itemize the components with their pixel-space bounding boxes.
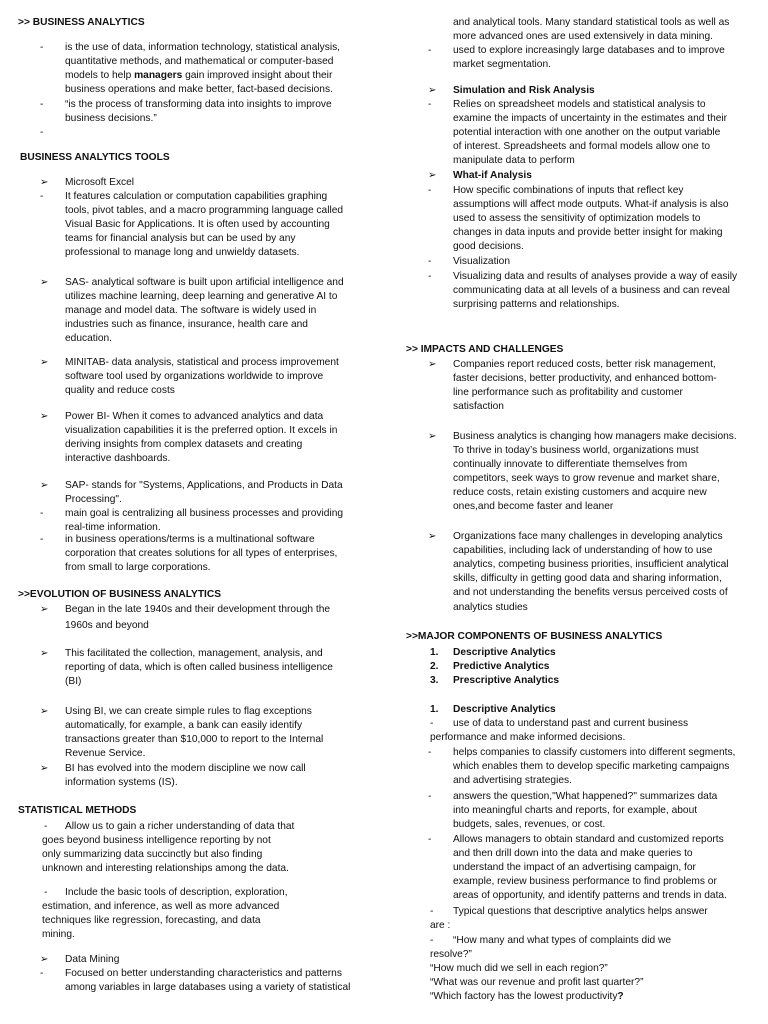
text-line: into meaningful charts and reports, for example, about [453, 805, 698, 816]
text-line: quality and reduce costs [65, 385, 175, 396]
text-line: good decisions. [453, 241, 524, 252]
text-line: in business operations/terms is a multinational software [65, 534, 315, 545]
text-line: more advanced ones are used extensively in data mining. [453, 31, 713, 42]
simulation-heading: Simulation and Risk Analysis [453, 85, 595, 96]
question-line: “What was our revenue and profit last quarter?” [430, 977, 644, 988]
text-line: corporation that creates solutions for all types of enterprises, [65, 548, 338, 559]
dash-marker: - [40, 42, 44, 53]
arrow-bullet-icon: ➢ [40, 480, 49, 491]
text-line: Began in the late 1940s and their development through the [65, 604, 331, 615]
text-line: changes in data inputs and provide better insight for making [453, 227, 723, 238]
text-line: Allow us to gain a richer understanding of data that [65, 821, 295, 832]
text-line: Allows managers to obtain standard and customized reports [453, 834, 724, 845]
text-line: This facilitated the collection, management, analysis, and [65, 648, 323, 659]
arrow-bullet-icon: ➢ [40, 648, 49, 659]
text-line: Visualizing data and results of analyses provide a way of easily [453, 271, 738, 282]
text-line: use of data to understand past and current business [453, 718, 689, 729]
text-line: BI has evolved into the modern discipline we now call [65, 763, 306, 774]
descriptive-heading: Descriptive Analytics [453, 704, 556, 715]
dash-marker: - [44, 821, 48, 832]
list-number: 1. [430, 704, 439, 715]
text-line: software tool used by organizations worldwide to improve [65, 371, 324, 382]
arrow-bullet-icon: ➢ [40, 277, 49, 288]
text-line: real-time information. [65, 522, 161, 533]
list-number: 2. [430, 661, 439, 672]
text-line: which enables them to develop specific marketing campaigns [453, 761, 730, 772]
text-line: SAS- analytical software is built upon artificial intelligence and [65, 277, 344, 288]
dash-marker: - [428, 271, 432, 282]
dash-marker: - [430, 935, 434, 946]
list-number: 1. [430, 647, 439, 658]
text-line: areas of opportunity, and identify patterns and trends in data. [453, 890, 727, 901]
what-if-heading: What-if Analysis [453, 170, 532, 181]
question-line: “How many and what types of complaints did we [453, 935, 672, 946]
dash-marker: - [428, 747, 432, 758]
text-line: faster decisions, better productivity, and enhanced bottom- [453, 373, 717, 384]
text-line: To thrive in today’s business world, organizations must [453, 445, 699, 456]
text-line: reduce costs, retain existing customers and acquire new [453, 487, 707, 498]
component-item: Descriptive Analytics [453, 647, 556, 658]
arrow-bullet-icon: ➢ [40, 706, 49, 717]
text-line: “is the process of transforming data into insights to improve [65, 99, 332, 110]
text-line: market segmentation. [453, 59, 551, 70]
dash-marker: - [430, 718, 434, 729]
arrow-bullet-icon: ➢ [40, 177, 49, 188]
text-line: professional to manage long and unwieldy datasets. [65, 247, 300, 258]
text-line: only summarizing data succinctly but also finding [42, 849, 263, 860]
component-item: Prescriptive Analytics [453, 675, 560, 686]
text-line: interactive dashboards. [65, 453, 171, 464]
text-fragment: “Which factory has the lowest productivity [430, 991, 618, 1002]
text-line: used to assess the sensitivity of optimization models to [453, 213, 701, 224]
dash-marker: - [40, 191, 44, 202]
text-line: understand the impact of an advertising campaign, for [453, 862, 696, 873]
dash-marker: - [428, 834, 432, 845]
text-line: tools, pivot tables, and a macro programming language called [65, 205, 344, 216]
text-line: analytics studies [453, 602, 528, 613]
text-line: How specific combinations of inputs that reflect key [453, 185, 684, 196]
text-line: reporting of data, which is often called business intelligence [65, 662, 333, 673]
text-line: Relies on spreadsheet models and statistical analysis to [453, 99, 706, 110]
text-line: Typical questions that descriptive analytics helps answer [453, 906, 708, 917]
text-fragment: models to help [65, 70, 132, 81]
text-line: SAP- stands for "Systems, Applications, and Products in Data [65, 480, 343, 491]
arrow-bullet-icon: ➢ [428, 531, 437, 542]
text-line: It features calculation or computation capabilities graphing [65, 191, 328, 202]
text-line: quantitative methods, and mathematical or computer-based [65, 56, 334, 67]
text-line: used to explore increasingly large databases and to improve [453, 45, 725, 56]
dash-marker: - [40, 127, 44, 138]
text-line: mining. [42, 929, 75, 940]
text-line: line performance such as profitability and customer [453, 387, 683, 398]
heading-business-analytics: >> BUSINESS ANALYTICS [18, 17, 145, 28]
text-line: (BI) [65, 676, 82, 687]
heading-evolution: >>EVOLUTION OF BUSINESS ANALYTICS [18, 589, 222, 600]
text-line: estimation, and inference, as well as more advanced [42, 901, 280, 912]
arrow-bullet-icon: ➢ [40, 604, 49, 615]
text-line: analytics, competing business priorities, insufficient analytical [453, 559, 729, 570]
dash-marker: - [40, 968, 44, 979]
text-line: is the use of data, information technology, statistical analysis, [65, 42, 341, 53]
text-line: answers the question,"What happened?" summarizes data [453, 791, 718, 802]
dash-marker: - [40, 534, 44, 545]
text-line: education. [65, 333, 113, 344]
text-line: and analytical tools. Many standard statistical tools as well as [453, 17, 730, 28]
tool-excel: Microsoft Excel [65, 177, 135, 188]
arrow-bullet-icon: ➢ [40, 954, 49, 965]
text-line: MINITAB- data analysis, statistical and process improvement [65, 357, 339, 368]
text-line: examine the impacts of uncertainty in the estimates and their [453, 113, 728, 124]
dash-marker: - [430, 906, 434, 917]
dash-marker: - [428, 99, 432, 110]
question-line: resolve?” [430, 949, 472, 960]
question-line: “How much did we sell in each region?” [430, 963, 608, 974]
question-mark: ? [617, 991, 624, 1002]
heading-major-components: >>MAJOR COMPONENTS OF BUSINESS ANALYTICS [406, 631, 663, 642]
arrow-bullet-icon: ➢ [428, 170, 437, 181]
text-line: deriving insights from complex datasets and creating [65, 439, 303, 450]
text-line: assumptions will affect mode outputs. What-if analysis is also [453, 199, 729, 210]
text-line: automatically, for example, a bank can easily identify [65, 720, 303, 731]
text-line: ones,and become faster and leaner [453, 501, 614, 512]
component-item: Predictive Analytics [453, 661, 550, 672]
text-line: satisfaction [453, 401, 504, 412]
question-line-last [430, 990, 624, 1004]
text-line: Power BI- When it comes to advanced analytics and data [65, 411, 324, 422]
text-line: Companies report reduced costs, better risk management, [453, 359, 716, 370]
arrow-bullet-icon: ➢ [40, 411, 49, 422]
text-line: and advertising strategies. [453, 775, 572, 786]
text-line: surprising patterns and relationships. [453, 299, 620, 310]
text-line: Business analytics is changing how managers make decisions. [453, 431, 737, 442]
text-line: Include the basic tools of description, exploration, [65, 887, 288, 898]
heading-statistical-methods: STATISTICAL METHODS [18, 805, 137, 816]
data-mining-label: Data Mining [65, 954, 120, 965]
dash-marker: - [40, 99, 44, 110]
arrow-bullet-icon: ➢ [40, 763, 49, 774]
text-line: from small to large corporations. [65, 562, 211, 573]
text-line: performance and make informed decisions. [430, 732, 626, 743]
text-line: example, review business performance to find problems or [453, 876, 717, 887]
text-line: helps companies to classify customers into different segments, [453, 747, 736, 758]
text-line: Focused on better understanding characteristics and patterns [65, 968, 342, 979]
text-line: Visual Basic for Applications. It is often used by accounting [65, 219, 330, 230]
text-line: manipulate data to perform [453, 155, 575, 166]
text-line: are : [430, 920, 451, 931]
text-line: and then drill down into the data and make queries to [453, 848, 693, 859]
text-line: visualization capabilities it is the preferred option. It excels in [65, 425, 338, 436]
text-line: utilizes machine learning, deep learning and generative AI to [65, 291, 338, 302]
dash-marker: - [428, 256, 432, 267]
text-line: teams for financial analysis but can be used by any [65, 233, 296, 244]
text-line: unknown and interesting relationships among the data. [42, 863, 289, 874]
text-line: skills, difficulty in getting good data and sharing information, [453, 573, 722, 584]
dash-marker: - [428, 45, 432, 56]
arrow-bullet-icon: ➢ [40, 357, 49, 368]
bold-word: managers [134, 70, 183, 81]
text-line: transactions greater than $10,000 to report to the Internal [65, 734, 324, 745]
arrow-bullet-icon: ➢ [428, 359, 437, 370]
text-line: capabilities, including lack of understanding of how to use [453, 545, 713, 556]
heading-analytics-tools: BUSINESS ANALYTICS TOOLS [20, 152, 170, 163]
text-line: budgets, sales, revenues, or cost. [453, 819, 606, 830]
text-line: potential interaction with one another on the output variable [453, 127, 721, 138]
dash-marker: - [428, 791, 432, 802]
text-line: business decisions.” [65, 113, 157, 124]
heading-impacts: >> IMPACTS AND CHALLENGES [406, 344, 564, 355]
text-line: Revenue Service. [65, 748, 146, 759]
text-line: Processing". [65, 494, 122, 505]
text-line: 1960s and beyond [65, 620, 149, 631]
text-line: communicating data at all levels of a business and can reveal [453, 285, 730, 296]
text-line: techniques like regression, forecasting, and data [42, 915, 261, 926]
text-line: information systems (IS). [65, 777, 178, 788]
text-line: manage and model data. The software is widely used in [65, 305, 317, 316]
text-line: among variables in large databases using a variety of statistical [65, 982, 351, 993]
text-line: competitors, seek ways to grow revenue and market share, [453, 473, 720, 484]
visualization-label: Visualization [453, 256, 511, 267]
arrow-bullet-icon: ➢ [428, 85, 437, 96]
list-number: 3. [430, 675, 439, 686]
text-line: and not understanding the benefits versus perceived costs of [453, 587, 728, 598]
text-line: industries such as finance, insurance, health care and [65, 319, 308, 330]
text-line: business operations and make better, fact-based decisions. [65, 84, 333, 95]
text-line: Organizations face many challenges in developing analytics [453, 531, 723, 542]
text-line: of interest. Spreadsheets and formal models allow one to [453, 141, 711, 152]
dash-marker: - [428, 185, 432, 196]
dash-marker: - [40, 508, 44, 519]
text-fragment: gain improved insight about their [185, 70, 333, 81]
text-line: continually innovate to differentiate themselves from [453, 459, 688, 470]
arrow-bullet-icon: ➢ [428, 431, 437, 442]
text-line-managers [65, 69, 332, 83]
dash-marker: - [44, 887, 48, 898]
text-line: Using BI, we can create simple rules to flag exceptions [65, 706, 312, 717]
text-line: main goal is centralizing all business processes and providing [65, 508, 344, 519]
text-line: goes beyond business intelligence reporting by not [42, 835, 271, 846]
